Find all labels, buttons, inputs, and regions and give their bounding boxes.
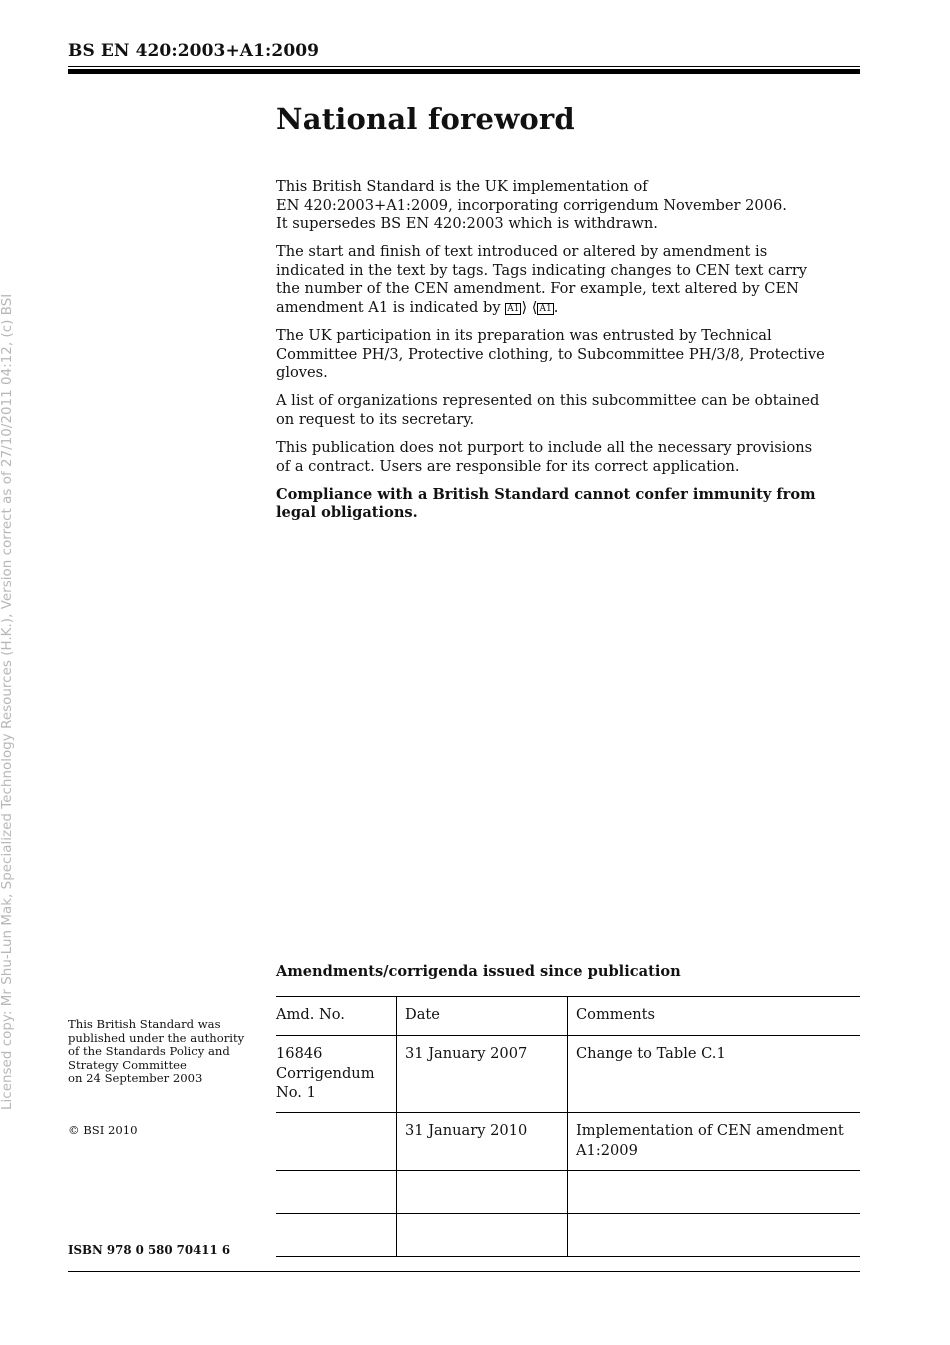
paragraph-participation: The UK participation in its preparation was entrusted by Technical Committee PH/3, Protective clothing, to Subcommittee PH/3/8, Protective gloves. xyxy=(276,327,825,382)
paragraph-organizations: A list of organizations represented on this subcommittee can be obtained on request to its secretary. xyxy=(276,392,820,429)
publication-note-line: Strategy Committee xyxy=(68,1057,187,1072)
paragraph-disclaimer: This publication does not purport to include all the necessary provisions of a contract. Users are responsible for its correct application. xyxy=(276,439,813,475)
amendment-end-tag-icon: A1 xyxy=(539,304,552,315)
empty-cell xyxy=(568,1214,861,1257)
publication-note-line: of the Standards Policy and xyxy=(68,1044,230,1059)
table-row-empty xyxy=(276,1214,860,1257)
isbn: ISBN 978 0 580 70411 6 xyxy=(68,1243,231,1257)
paragraph-line: It supersedes BS EN 420:2003 which is withdrawn. xyxy=(276,215,658,233)
header-rule-thin xyxy=(68,66,860,67)
comments-cell: Implementation of CEN amendment A1:2009 xyxy=(568,1113,861,1171)
amd-no-line: No. 1 xyxy=(276,1084,316,1101)
column-header-comments: Comments xyxy=(568,997,861,1036)
footer-rule xyxy=(68,1271,860,1272)
paragraph-line: This British Standard is the UK implementation of xyxy=(276,178,648,195)
foreword-body xyxy=(276,178,826,533)
publication-note-line: This British Standard was xyxy=(68,1017,221,1031)
table-row xyxy=(276,1036,860,1113)
empty-cell xyxy=(276,1214,397,1257)
date-cell: 31 January 2010 xyxy=(397,1113,568,1171)
publication-note xyxy=(68,1018,268,1086)
column-header-amd-no: Amd. No. xyxy=(276,997,397,1036)
amd-no-line: 16846 xyxy=(276,1045,323,1062)
paragraph-text: The start and finish of text introduced or altered by amendment is indicated in the text by tags. Tags indicating changes to CEN text carry the number of the CEN amendment. For example, text altered by CEN amendment A1 is indicated by xyxy=(276,243,808,317)
license-watermark: Licensed copy: Mr Shu-Lun Mak, Specialized Technology Resources (H.K.), Version correct as of 27/10/2011 04:12, (c) BSI xyxy=(0,293,15,1110)
table-header-row xyxy=(276,997,860,1036)
publication-note-line: published under the authority xyxy=(68,1030,245,1045)
empty-cell xyxy=(397,1214,568,1257)
amd-no-cell xyxy=(276,1036,397,1113)
standard-id-header: BS EN 420:2003+A1:2009 xyxy=(68,41,320,61)
amendments-table xyxy=(276,996,860,1257)
publication-note-line: on 24 September 2003 xyxy=(68,1071,203,1086)
comments-cell: Change to Table C.1 xyxy=(568,1036,861,1113)
paragraph-end: . xyxy=(553,299,559,317)
paragraph-implementation xyxy=(276,178,826,234)
paragraph-amendment-tags: The start and finish of text introduced or altered by amendment is indicated in the text by tags. Tags indicating changes to CEN text carry the number of the CEN amendment. For example, text altered by CEN amendment A1 is indicated by A1 ⟩ ⟨ A1 . xyxy=(276,243,808,317)
copyright-notice: © BSI 2010 xyxy=(68,1123,138,1137)
amendments-table-title: Amendments/corrigenda issued since publication xyxy=(276,963,681,980)
header-rule-thick xyxy=(68,69,860,74)
column-header-date: Date xyxy=(397,997,568,1036)
empty-cell xyxy=(568,1171,861,1214)
page-title: National foreword xyxy=(276,102,575,136)
date-cell: 31 January 2007 xyxy=(397,1036,568,1113)
amd-no-line: Corrigendum xyxy=(276,1064,375,1082)
paragraph-compliance: Compliance with a British Standard cannot confer immunity from legal obligations. xyxy=(276,485,816,522)
table-row-empty xyxy=(276,1171,860,1214)
empty-cell xyxy=(276,1171,397,1214)
table-row xyxy=(276,1113,860,1171)
paragraph-line: EN 420:2003+A1:2009, incorporating corrigendum November 2006. xyxy=(276,196,787,214)
empty-cell xyxy=(397,1171,568,1214)
amendment-start-tag-icon: A1 xyxy=(507,304,520,315)
amd-no-cell xyxy=(276,1113,397,1171)
